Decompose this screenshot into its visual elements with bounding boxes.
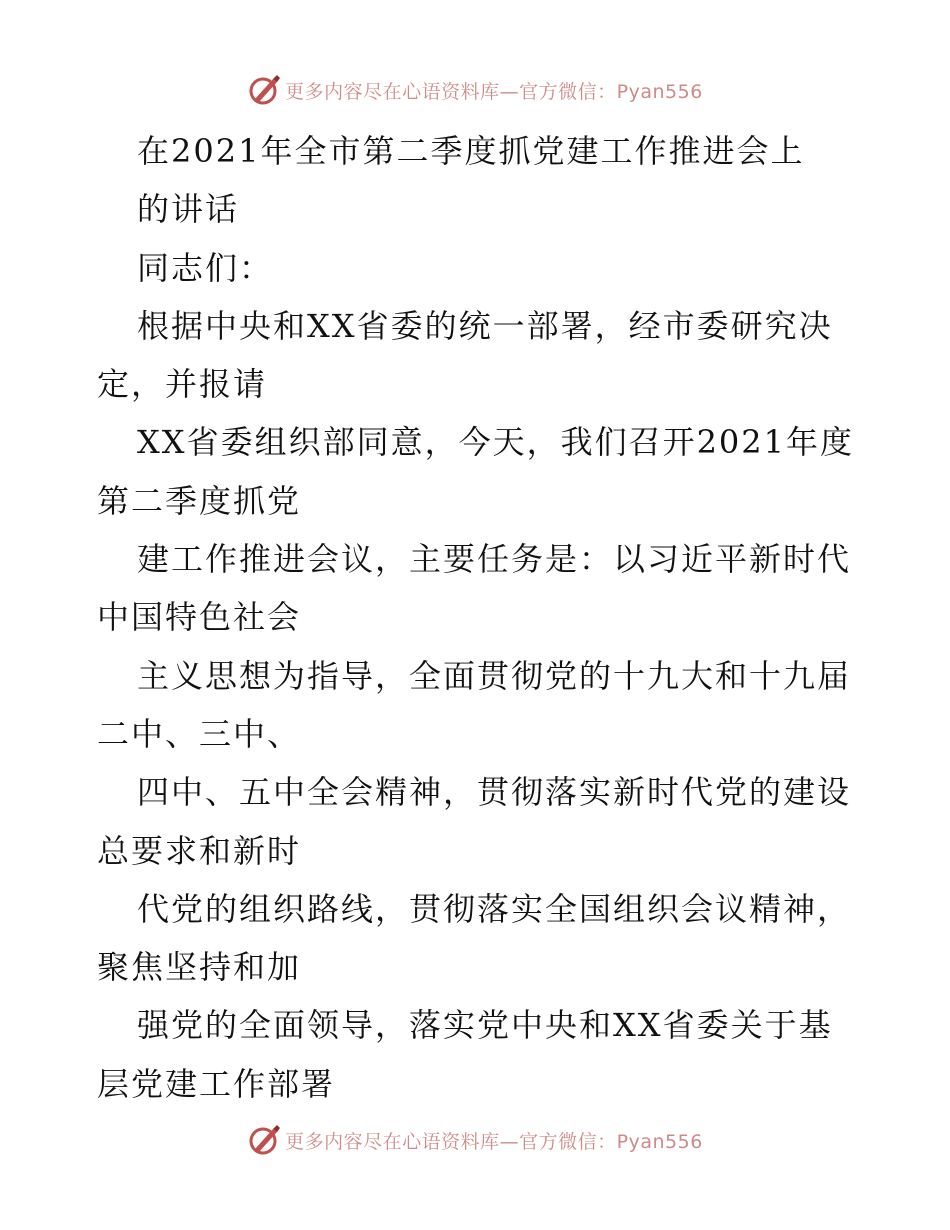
paragraph-line: 中国特色社会 (97, 598, 302, 637)
salutation: 同志们： (137, 248, 274, 287)
watermark-header (0, 70, 950, 110)
title-line-1: 在2021年全市第二季度抓党建工作推进会上 (137, 132, 805, 170)
title-line-2: 的讲话 (137, 190, 240, 229)
paragraph-line: 第二季度抓党 (97, 481, 302, 520)
pen-logo-icon (247, 73, 281, 107)
paragraph-line: 根据中央和XX省委的统一部署，经市委研究决 (137, 306, 833, 345)
paragraph-line: 二中、三中、 (97, 714, 302, 753)
paragraph-line: 定，并报请 (97, 365, 268, 404)
watermark-footer (0, 1120, 950, 1160)
pen-logo-icon (247, 1123, 281, 1157)
paragraph-line: 聚焦坚持和加 (97, 948, 302, 987)
watermark-text: 更多内容尽在心语资料库—官方微信：Pyan556 (285, 1130, 703, 1153)
paragraph-line: 层党建工作部署 (97, 1064, 336, 1103)
paragraph-line: XX省委组织部同意，今天，我们召开2021年度 (137, 423, 855, 462)
paragraph-line: 四中、五中全会精神，贯彻落实新时代党的建设 (137, 773, 852, 812)
paragraph-line: 主义思想为指导，全面贯彻党的十九大和十九届 (137, 656, 852, 695)
paragraph-line: 强党的全面领导，落实党中央和XX省委关于基 (137, 1006, 833, 1045)
paragraph-line: 总要求和新时 (97, 831, 302, 870)
document-body (97, 122, 877, 1113)
watermark-text: 更多内容尽在心语资料库—官方微信：Pyan556 (285, 80, 703, 103)
paragraph-line: 代党的组织路线，贯彻落实全国组织会议精神， (137, 889, 852, 928)
paragraph-line: 建工作推进会议，主要任务是：以习近平新时代 (137, 540, 852, 579)
